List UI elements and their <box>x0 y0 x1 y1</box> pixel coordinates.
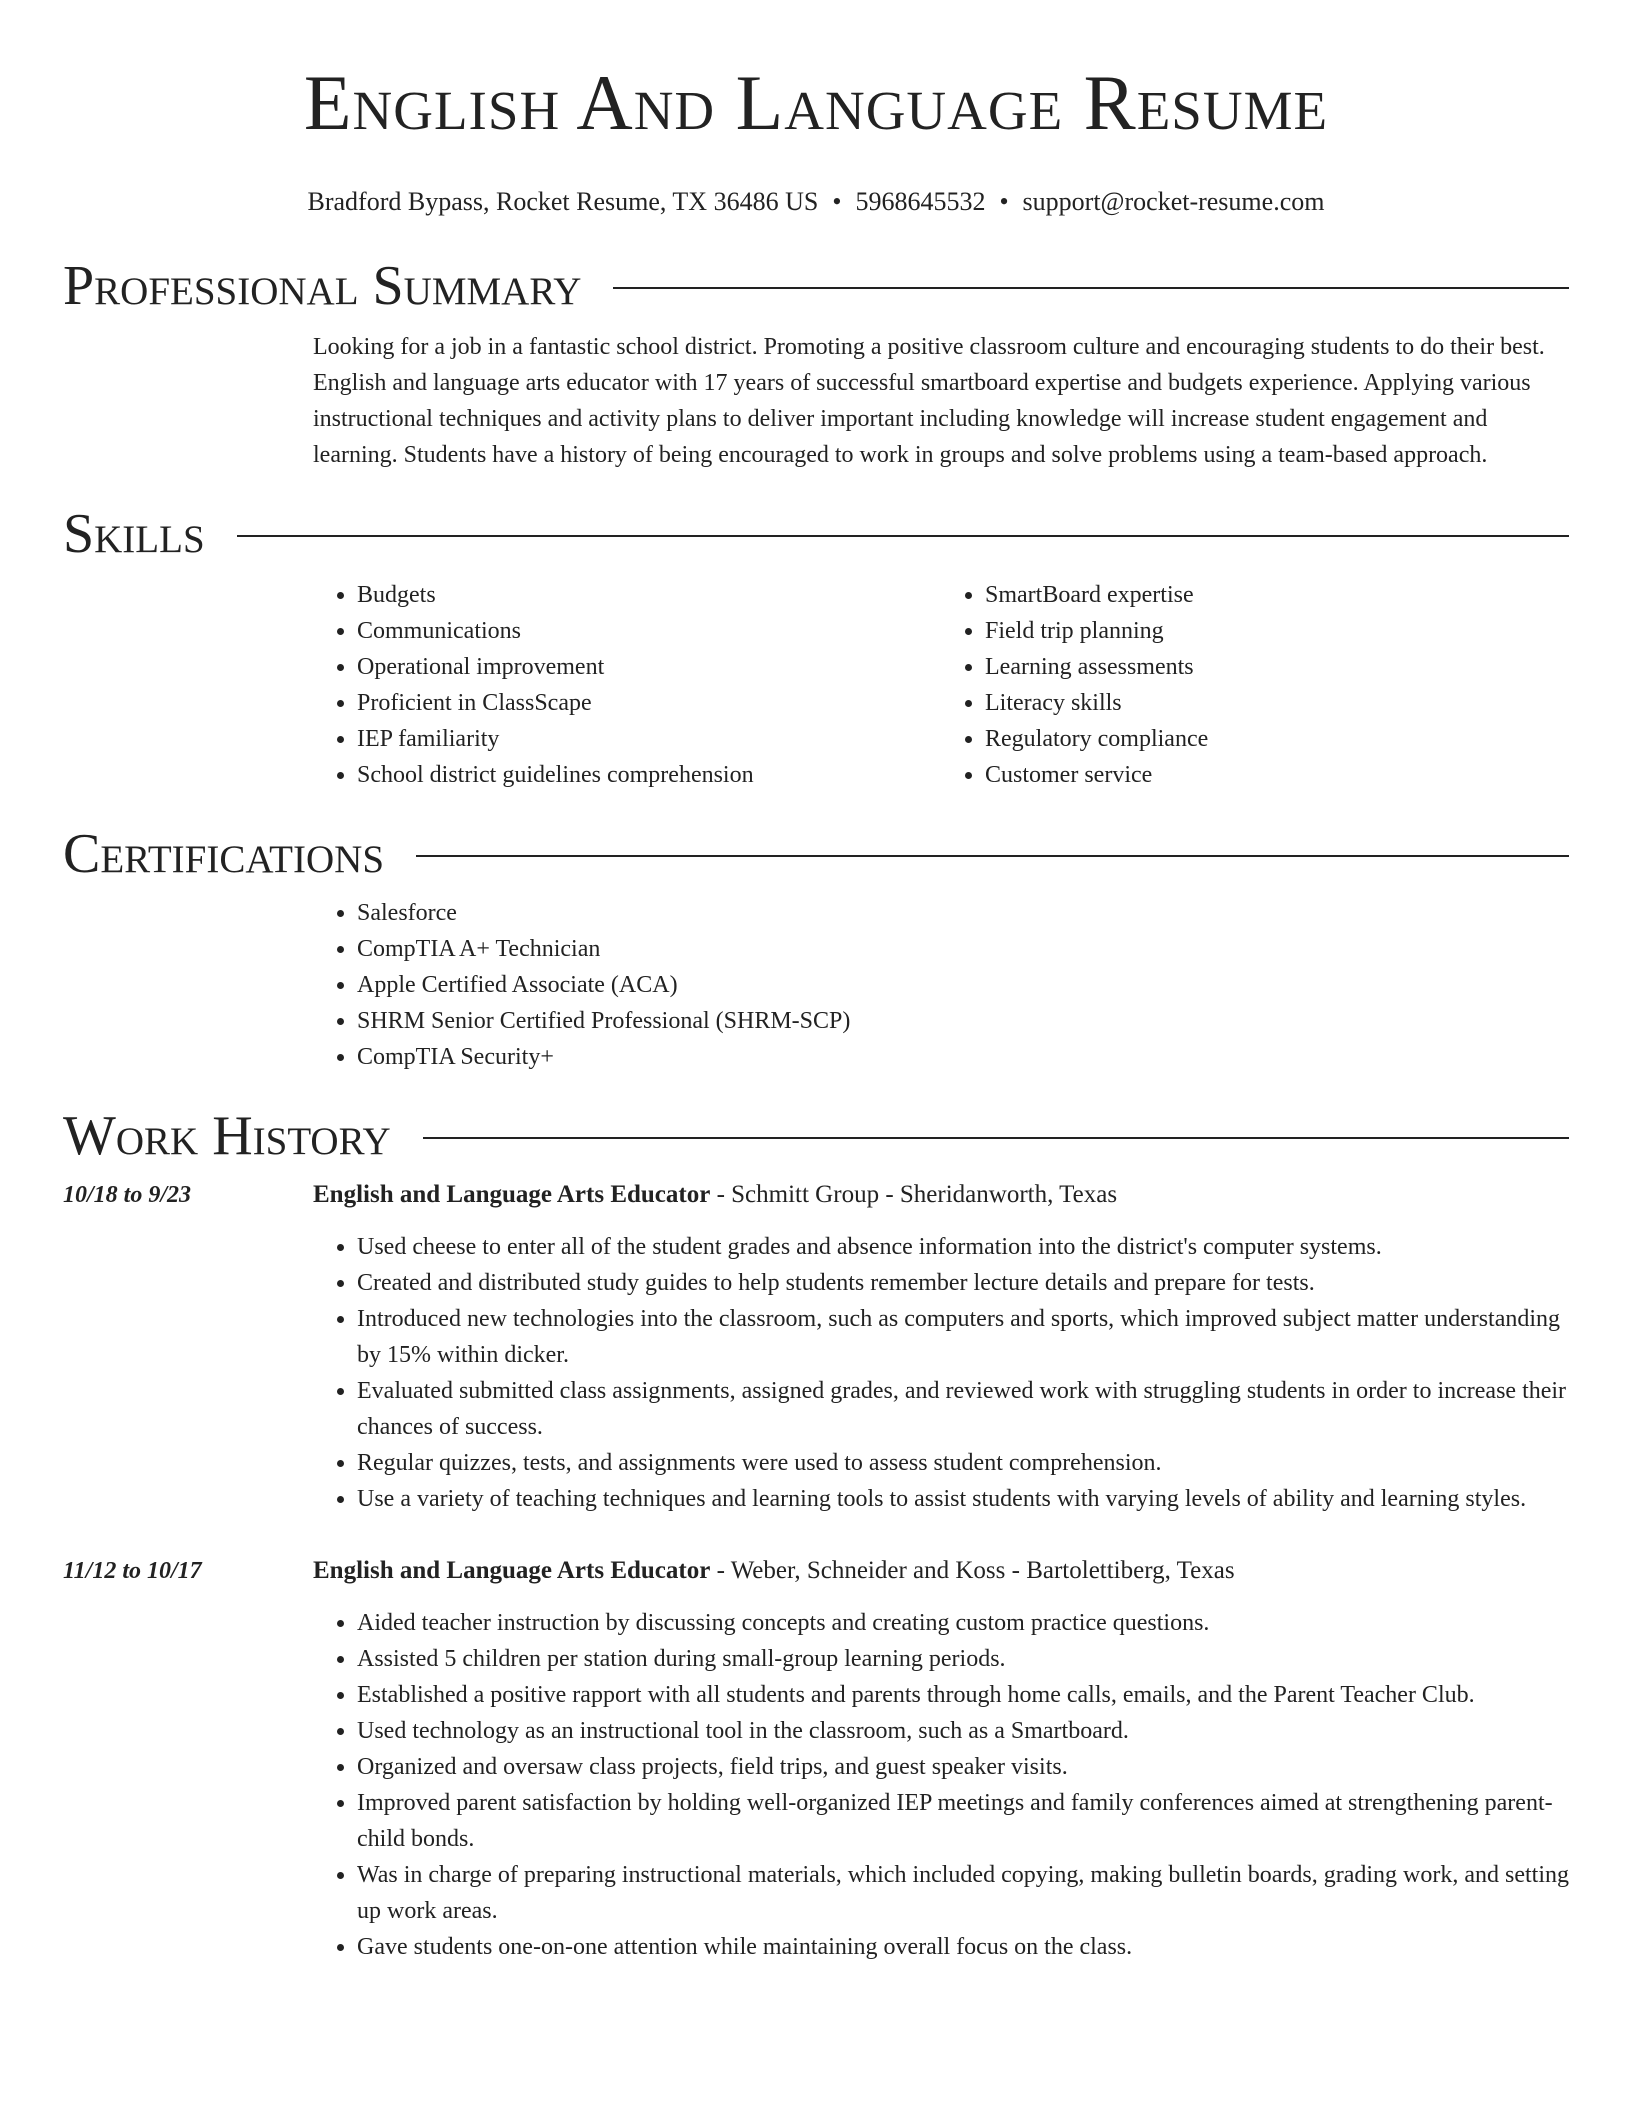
section-divider <box>613 287 1569 289</box>
job-bullet: • Introduced new technologies into the classroom, such as computers and sports, which improved subject matter understanding by 15% within dicker. <box>357 1301 1569 1373</box>
skill-item: • Operational improvement <box>357 649 941 685</box>
skill-item: • Literacy skills <box>985 685 1569 721</box>
job-bullet: • Evaluated submitted class assignments, assigned grades, and reviewed work with struggling students in order to increase their chances of success. <box>357 1373 1569 1445</box>
contact-address: Bradford Bypass, Rocket Resume, TX 36486 US <box>307 187 819 216</box>
skill-item: • Learning assessments <box>985 649 1569 685</box>
summary-section <box>63 255 1569 473</box>
summary-header <box>63 255 1569 317</box>
job-bullets <box>313 1605 1569 1965</box>
section-divider <box>237 535 1569 537</box>
certifications-list <box>313 895 1569 1075</box>
resume-name: English And Language Resume <box>303 59 1329 146</box>
contact-separator: • <box>999 187 1009 216</box>
skill-item: • School district guidelines comprehension <box>357 757 941 793</box>
skill-item: • Proficient in ClassScape <box>357 685 941 721</box>
job-main <box>313 1553 1569 1965</box>
contact-line <box>63 185 1569 219</box>
job-entry <box>63 1177 1569 1517</box>
job-bullet: • Used cheese to enter all of the student grades and absence information into the district's computer systems. <box>357 1229 1569 1265</box>
job-bullets <box>313 1229 1569 1517</box>
skills-section <box>63 503 1569 793</box>
certification-item: • Salesforce <box>357 895 1569 931</box>
job-bullet: • Created and distributed study guides to help students remember lecture details and prepare for tests. <box>357 1265 1569 1301</box>
certification-item: • CompTIA Security+ <box>357 1039 1569 1075</box>
job-bullet: • Used technology as an instructional tool in the classroom, such as a Smartboard. <box>357 1713 1569 1749</box>
skills-grid <box>313 577 1569 793</box>
job-bullet: • Assisted 5 children per station during small-group learning periods. <box>357 1641 1569 1677</box>
skill-item: • Field trip planning <box>985 613 1569 649</box>
job-title: English and Language Arts Educator <box>313 1557 711 1584</box>
job-bullet: • Organized and oversaw class projects, field trips, and guest speaker visits. <box>357 1749 1569 1785</box>
job-heading <box>313 1177 1569 1213</box>
skill-item: • Customer service <box>985 757 1569 793</box>
job-heading <box>313 1553 1569 1589</box>
skill-item: • Regulatory compliance <box>985 721 1569 757</box>
job-bullet: • Gave students one-on-one attention while maintaining overall focus on the class. <box>357 1929 1569 1965</box>
certification-item: • SHRM Senior Certified Professional (SHRM-SCP) <box>357 1003 1569 1039</box>
skill-item: • Communications <box>357 613 941 649</box>
job-bullet: • Aided teacher instruction by discussing concepts and creating custom practice questions. <box>357 1605 1569 1641</box>
job-bullet: • Use a variety of teaching techniques and learning tools to assist students with varying levels of ability and learning styles. <box>357 1481 1569 1517</box>
skills-column-right <box>941 577 1569 793</box>
skill-item: • IEP familiarity <box>357 721 941 757</box>
skills-column-left <box>313 577 941 793</box>
job-bullet: • Improved parent satisfaction by holding well-organized IEP meetings and family conferences aimed at strengthening parent-child bonds. <box>357 1785 1569 1857</box>
work-history-header <box>63 1105 1569 1167</box>
job-main <box>313 1177 1569 1517</box>
summary-text: Looking for a job in a fantastic school district. Promoting a positive classroom culture and encouraging students to do their best. English and language arts educator with 17 years of successful smartboard expertise and budgets experience. Applying various instructional techniques and activity plans to deliver important including knowledge will increase student engagement and learning. Students have a history of being encouraged to work in groups and solve problems using a team-based approach. <box>313 334 1545 468</box>
job-entry <box>63 1553 1569 1965</box>
certifications-body <box>313 895 1569 1075</box>
work-history-section <box>63 1105 1569 1965</box>
job-dates: 10/18 to 9/23 <box>63 1182 192 1208</box>
contact-email: support@rocket-resume.com <box>1022 187 1325 216</box>
section-title: Certifications <box>63 823 385 885</box>
section-title: Work History <box>63 1105 391 1167</box>
summary-body <box>313 329 1569 473</box>
job-bullet: • Was in charge of preparing instructional materials, which included copying, making bulletin boards, grading work, and setting up work areas. <box>357 1857 1569 1929</box>
job-company: - Weber, Schneider and Koss - Bartolettiberg, Texas <box>710 1557 1235 1584</box>
contact-separator: • <box>832 187 842 216</box>
job-dates: 11/12 to 10/17 <box>63 1558 202 1584</box>
section-divider <box>416 855 1569 857</box>
skills-header <box>63 503 1569 565</box>
section-title: Skills <box>63 503 205 565</box>
certification-item: • CompTIA A+ Technician <box>357 931 1569 967</box>
contact-phone: 5968645532 <box>855 187 986 216</box>
certification-item: • Apple Certified Associate (ACA) <box>357 967 1569 1003</box>
job-bullet: • Regular quizzes, tests, and assignments were used to assess student comprehension. <box>357 1445 1569 1481</box>
certifications-section <box>63 823 1569 1075</box>
section-title: Professional Summary <box>63 255 582 317</box>
skill-item: • SmartBoard expertise <box>985 577 1569 613</box>
section-divider <box>423 1137 1569 1139</box>
job-title: English and Language Arts Educator <box>313 1181 711 1208</box>
skill-item: • Budgets <box>357 577 941 613</box>
job-bullet: • Established a positive rapport with all students and parents through home calls, emails, and the Parent Teacher Club. <box>357 1677 1569 1713</box>
certifications-header <box>63 823 1569 885</box>
job-company: - Schmitt Group - Sheridanworth, Texas <box>710 1181 1118 1208</box>
